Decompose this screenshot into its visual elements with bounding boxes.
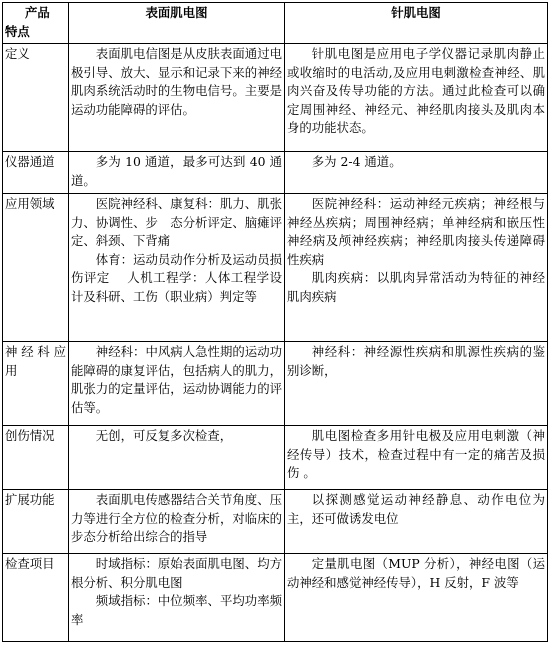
comparison-table [2, 2, 548, 642]
row-semg-cell [69, 342, 285, 426]
row-feature: 应用领域 [3, 194, 69, 342]
row-semg-cell [69, 44, 285, 152]
cell-paragraph: 时域指标：原始表面肌电图、均方根分析、积分肌电图 [71, 556, 282, 590]
cell-paragraph: 表面肌电信图是从皮肤表面通过电极引导、放大、显示和记录下来的神经肌肉系统活动时的生物电信号。主要是运动功能障碍的评估。 [71, 46, 282, 117]
row-emg-cell [285, 426, 548, 490]
header-feature-cell [3, 3, 69, 44]
row-semg-cell [69, 490, 285, 554]
cell-paragraph: 神经科：中风病人急性期的运动功能障碍的康复评估，包括病人的肌力，肌张力的定量评估，运动协调能力的评估等。 [71, 344, 282, 415]
cell-paragraph: 肌肉疾病：以肌肉异常活动为特征的神经肌肉疾病 [287, 270, 545, 304]
row-emg-cell [285, 44, 548, 152]
header-feature-line2: 特点 [5, 23, 30, 39]
table-row [3, 426, 548, 490]
cell-paragraph: 多为 10 通道，最多可达到 40 通道。 [71, 154, 282, 188]
row-feature: 创伤情况 [3, 426, 69, 490]
row-feature: 定义 [3, 44, 69, 152]
header-semg: 表面肌电图 [69, 3, 285, 44]
table-row [3, 194, 548, 342]
table-row [3, 554, 548, 642]
cell-paragraph: 神经科：神经源性疾病和肌源性疾病的鉴别诊断， [287, 344, 545, 378]
cell-paragraph: 针肌电图是应用电子学仪器记录肌肉静止或收缩时的电活动,及应用电刺激检查神经、肌肉兴奋及传导功能的方法。通过此检查可以确定周围神经、神经元、神经肌肉接头及肌肉本身的功能状态。 [287, 46, 545, 136]
header-feature-line1: 产品 [25, 5, 50, 20]
cell-paragraph: 医院神经科：运动神经元疾病；神经根与神经丛疾病；周围神经病；单神经病和嵌压性神经病及颅神经疾病；神经肌肉接头传递障碍性疾病 [287, 196, 545, 267]
row-semg-cell [69, 554, 285, 642]
table-row [3, 44, 548, 152]
row-feature: 检查项目 [3, 554, 69, 642]
table-row [3, 152, 548, 194]
table-row [3, 490, 548, 554]
row-semg-cell [69, 426, 285, 490]
cell-paragraph: 定量肌电图（MUP 分析），神经电图（运动神经和感觉神经传导），H 反射，F 波等 [287, 556, 545, 590]
row-emg-cell [285, 152, 548, 194]
cell-paragraph: 以探测感觉运动神经静息、动作电位为主，还可做诱发电位 [287, 492, 545, 526]
cell-paragraph: 医院神经科、康复科：肌力、肌张力、协调性、步 态分析评定、脑瘫评定、斜颈、下背痛 [71, 196, 282, 249]
row-feature: 扩展功能 [3, 490, 69, 554]
row-semg-cell [69, 194, 285, 342]
row-emg-cell [285, 490, 548, 554]
row-emg-cell [285, 342, 548, 426]
row-feature: 仪器通道 [3, 152, 69, 194]
row-feature: 神经科应用 [3, 342, 69, 426]
table-row [3, 342, 548, 426]
cell-paragraph: 频域指标：中位频率、平均功率频率 [71, 593, 282, 627]
row-semg-cell [69, 152, 285, 194]
row-emg-cell [285, 194, 548, 342]
cell-paragraph: 肌电图检查多用针电极及应用电刺激（神经传导）技术，检查过程中有一定的痛苦及损伤 。 [287, 428, 545, 481]
header-row [3, 3, 548, 44]
cell-paragraph: 体育：运动员动作分析及运动员损伤评定 人机工程学：人体工程学设计及科研、工伤（职业病）判定等 [71, 251, 282, 304]
header-emg: 针肌电图 [285, 3, 548, 44]
cell-paragraph: 多为 2-4 通道。 [311, 154, 402, 169]
row-emg-cell [285, 554, 548, 642]
cell-paragraph: 无创，可反复多次检查， [95, 428, 233, 443]
cell-paragraph: 表面肌电传感器结合关节角度、压力等进行全方位的检查分析，对临床的步态分析给出综合的指导 [71, 492, 282, 545]
